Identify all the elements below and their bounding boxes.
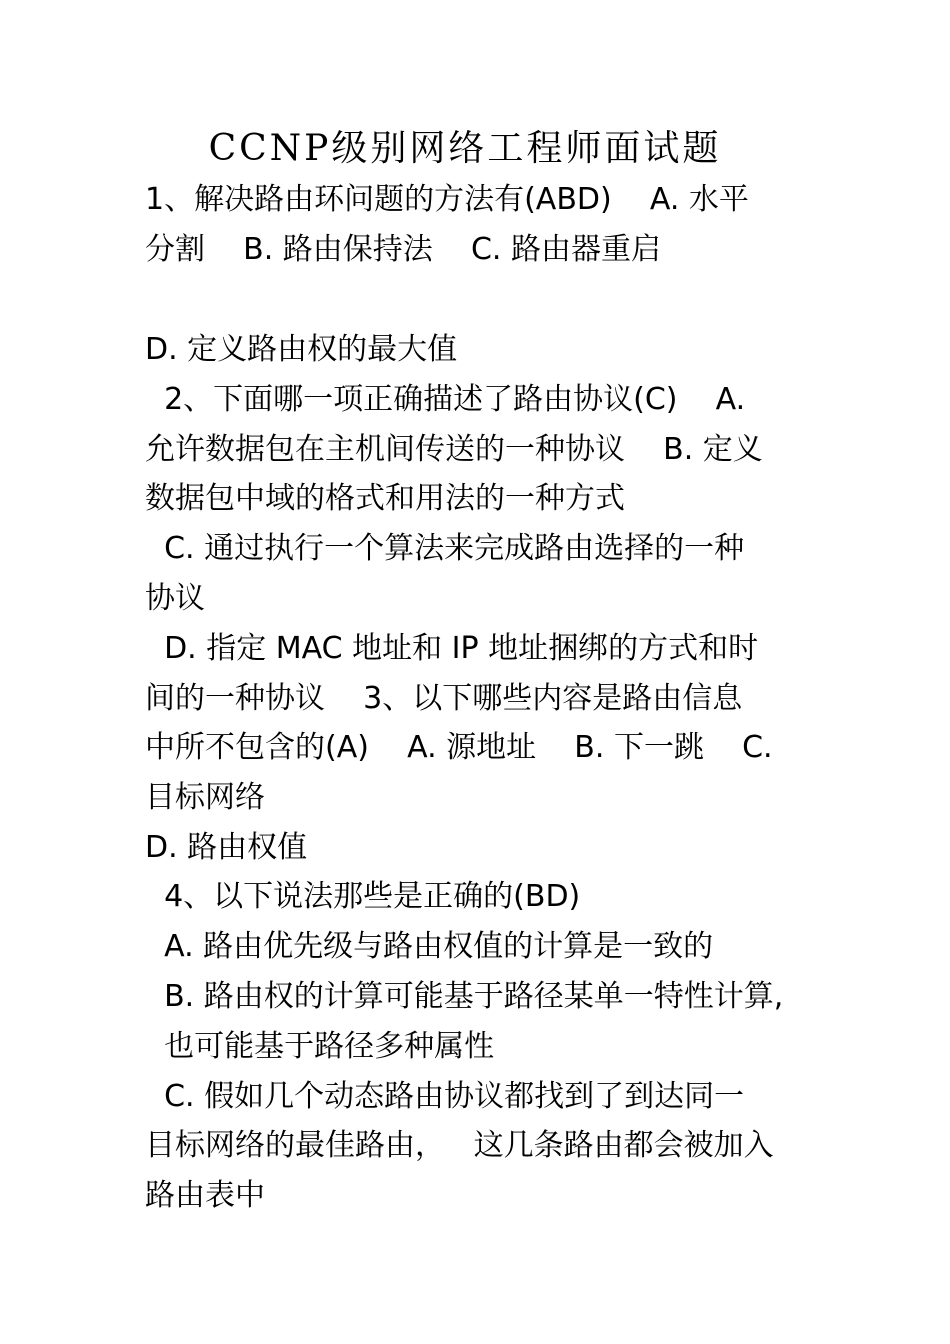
text-line: C. 通过执行一个算法来完成路由选择的一种 [145,531,745,566]
text-line: 4、以下说法那些是正确的(BD) [145,879,581,914]
text-line: 允许数据包在主机间传送的一种协议 B. 定义 [145,432,763,467]
text-line: 目标网络 [145,780,265,815]
text-line: D. 路由权值 [145,830,308,865]
text-line: 中所不包含的(A) A. 源地址 B. 下一跳 C. [145,730,773,765]
text-line: 间的一种协议 3、以下哪些内容是路由信息 [145,681,743,716]
text-line: 1、解决路由环问题的方法有(ABD) A. 水平 [145,182,749,217]
text-line: 2、下面哪一项正确描述了路由协议(C) A. [145,382,746,417]
text-line: 目标网络的最佳路由， 这几条路由都会被加入 [145,1128,774,1163]
text-line: 协议 [145,581,205,616]
text-line: 路由表中 [145,1178,265,1213]
text-line: C. 假如几个动态路由协议都找到了到达同一 [145,1079,745,1114]
text-line: A. 路由优先级与路由权值的计算是一致的 [145,929,714,964]
text-line: D. 定义路由权的最大值 [145,332,458,367]
text-line: B. 路由权的计算可能基于路径某单一特性计算, [145,979,784,1014]
text-line: 分割 B. 路由保持法 C. 路由器重启 [145,232,661,267]
text-line: D. 指定 MAC 地址和 IP 地址捆绑的方式和时 [145,631,759,666]
text-line: 数据包中域的格式和用法的一种方式 [145,481,625,516]
document-title: CCNP级别网络工程师面试题 [208,128,722,169]
text-line: 也可能基于路径多种属性 [145,1029,495,1064]
